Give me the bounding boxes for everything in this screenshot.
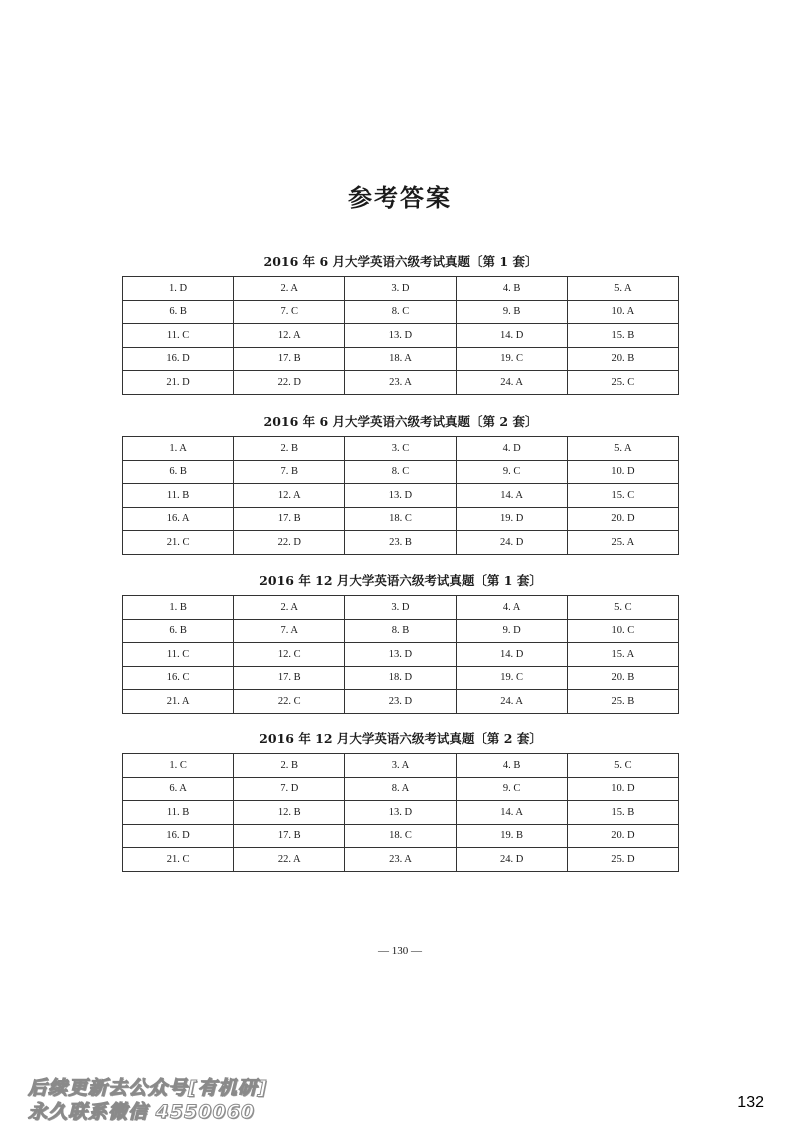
- answer-cell: 22. A: [234, 848, 345, 872]
- answer-cell: 23. A: [345, 371, 456, 395]
- answer-table: [122, 595, 679, 714]
- answer-cell: 25. C: [567, 371, 678, 395]
- table-row: [123, 754, 679, 778]
- answer-cell: 9. D: [456, 619, 567, 643]
- answer-cell: 4. D: [456, 437, 567, 461]
- answer-cell: 20. B: [567, 666, 678, 690]
- answer-cell: 25. A: [567, 531, 678, 555]
- set-heading: 2016 年 12 月大学英语六级考试真题〔第 2 套〕: [259, 731, 542, 746]
- answer-cell: 21. A: [123, 690, 234, 714]
- table-row: [123, 484, 679, 508]
- answer-cell: 24. A: [456, 690, 567, 714]
- answer-cell: 18. A: [345, 347, 456, 371]
- answer-cell: 23. B: [345, 531, 456, 555]
- answer-cell: 20. D: [567, 507, 678, 531]
- table-row: [123, 690, 679, 714]
- table-row: [123, 801, 679, 825]
- answer-cell: 11. C: [123, 643, 234, 667]
- table-row: [123, 507, 679, 531]
- answer-cell: 22. C: [234, 690, 345, 714]
- answer-cell: 4. B: [456, 277, 567, 301]
- table-row: [123, 824, 679, 848]
- answer-cell: 6. B: [123, 460, 234, 484]
- answer-cell: 14. A: [456, 484, 567, 508]
- answer-cell: 12. B: [234, 801, 345, 825]
- answer-cell: 13. D: [345, 643, 456, 667]
- answer-cell: 3. C: [345, 437, 456, 461]
- answer-cell: 7. C: [234, 300, 345, 324]
- answer-cell: 1. D: [123, 277, 234, 301]
- answer-cell: 9. C: [456, 460, 567, 484]
- answer-cell: 8. C: [345, 300, 456, 324]
- answer-cell: 24. D: [456, 531, 567, 555]
- answer-cell: 1. B: [123, 596, 234, 620]
- answer-table: [122, 753, 679, 872]
- answer-cell: 20. D: [567, 824, 678, 848]
- answer-cell: 20. B: [567, 347, 678, 371]
- answer-cell: 24. A: [456, 371, 567, 395]
- answer-cell: 18. D: [345, 666, 456, 690]
- answer-cell: 6. B: [123, 300, 234, 324]
- answer-cell: 24. D: [456, 848, 567, 872]
- answer-cell: 25. D: [567, 848, 678, 872]
- answer-cell: 15. C: [567, 484, 678, 508]
- answer-cell: 9. C: [456, 777, 567, 801]
- answer-cell: 14. D: [456, 643, 567, 667]
- table-row: [123, 777, 679, 801]
- answer-cell: 11. B: [123, 801, 234, 825]
- answer-cell: 18. C: [345, 824, 456, 848]
- watermark-line-2: 永久联系微信 4550060: [28, 1101, 256, 1123]
- answer-cell: 10. D: [567, 777, 678, 801]
- answer-cell: 14. A: [456, 801, 567, 825]
- answer-cell: 16. D: [123, 347, 234, 371]
- page-title: 参考答案: [348, 183, 452, 212]
- answer-cell: 10. C: [567, 619, 678, 643]
- watermark-line-1: 后续更新去公众号[有机研]: [28, 1077, 268, 1099]
- answer-cell: 25. B: [567, 690, 678, 714]
- answer-cell: 10. D: [567, 460, 678, 484]
- answer-cell: 8. A: [345, 777, 456, 801]
- table-row: [123, 300, 679, 324]
- answer-set: [122, 411, 679, 555]
- table-row: [123, 848, 679, 872]
- answer-cell: 19. C: [456, 666, 567, 690]
- answer-cell: 21. C: [123, 531, 234, 555]
- answer-cell: 7. A: [234, 619, 345, 643]
- answer-cell: 19. B: [456, 824, 567, 848]
- answer-cell: 9. B: [456, 300, 567, 324]
- table-row: [123, 437, 679, 461]
- answer-cell: 16. D: [123, 824, 234, 848]
- answer-cell: 15. A: [567, 643, 678, 667]
- answer-cell: 17. B: [234, 507, 345, 531]
- answer-cell: 6. A: [123, 777, 234, 801]
- answer-cell: 3. D: [345, 277, 456, 301]
- answer-cell: 11. B: [123, 484, 234, 508]
- answer-cell: 19. C: [456, 347, 567, 371]
- answer-cell: 11. C: [123, 324, 234, 348]
- answer-cell: 5. A: [567, 277, 678, 301]
- answer-set: [122, 251, 679, 395]
- answer-cell: 8. B: [345, 619, 456, 643]
- table-row: [123, 531, 679, 555]
- table-row: [123, 596, 679, 620]
- table-row: [123, 371, 679, 395]
- answer-cell: 1. C: [123, 754, 234, 778]
- watermark: [28, 1076, 267, 1124]
- answer-cell: 5. C: [567, 596, 678, 620]
- answer-cell: 6. B: [123, 619, 234, 643]
- answer-cell: 15. B: [567, 324, 678, 348]
- answer-table: [122, 436, 679, 555]
- answer-cell: 12. C: [234, 643, 345, 667]
- answer-cell: 21. C: [123, 848, 234, 872]
- set-heading: 2016 年 6 月大学英语六级考试真题〔第 2 套〕: [263, 414, 538, 429]
- corner-page-number: 132: [737, 1094, 764, 1111]
- answer-cell: 7. B: [234, 460, 345, 484]
- answer-cell: 13. D: [345, 801, 456, 825]
- answer-cell: 3. A: [345, 754, 456, 778]
- answer-cell: 16. C: [123, 666, 234, 690]
- answer-set: [122, 570, 679, 714]
- answer-cell: 5. C: [567, 754, 678, 778]
- answer-cell: 2. B: [234, 437, 345, 461]
- answer-cell: 21. D: [123, 371, 234, 395]
- answer-cell: 4. B: [456, 754, 567, 778]
- answer-cell: 23. D: [345, 690, 456, 714]
- answer-cell: 2. B: [234, 754, 345, 778]
- answer-cell: 13. D: [345, 484, 456, 508]
- set-heading: 2016 年 6 月大学英语六级考试真题〔第 1 套〕: [263, 254, 538, 269]
- answer-cell: 19. D: [456, 507, 567, 531]
- answer-cell: 5. A: [567, 437, 678, 461]
- table-row: [123, 666, 679, 690]
- answer-cell: 7. D: [234, 777, 345, 801]
- table-row: [123, 347, 679, 371]
- answer-table: [122, 276, 679, 395]
- table-row: [123, 460, 679, 484]
- answer-cell: 12. A: [234, 324, 345, 348]
- answer-cell: 8. C: [345, 460, 456, 484]
- answer-cell: 22. D: [234, 371, 345, 395]
- answer-cell: 15. B: [567, 801, 678, 825]
- answer-cell: 12. A: [234, 484, 345, 508]
- table-row: [123, 619, 679, 643]
- answer-cell: 18. C: [345, 507, 456, 531]
- answer-set: [122, 728, 679, 872]
- answer-cell: 17. B: [234, 824, 345, 848]
- answer-cell: 16. A: [123, 507, 234, 531]
- set-heading: 2016 年 12 月大学英语六级考试真题〔第 1 套〕: [259, 573, 542, 588]
- answer-cell: 2. A: [234, 596, 345, 620]
- answer-cell: 14. D: [456, 324, 567, 348]
- answer-cell: 22. D: [234, 531, 345, 555]
- table-row: [123, 277, 679, 301]
- answer-cell: 10. A: [567, 300, 678, 324]
- answer-cell: 4. A: [456, 596, 567, 620]
- answer-cell: 1. A: [123, 437, 234, 461]
- answer-cell: 13. D: [345, 324, 456, 348]
- answer-cell: 23. A: [345, 848, 456, 872]
- answer-cell: 17. B: [234, 666, 345, 690]
- answer-cell: 17. B: [234, 347, 345, 371]
- answer-cell: 2. A: [234, 277, 345, 301]
- page-number: — 130 —: [378, 945, 422, 957]
- table-row: [123, 643, 679, 667]
- answer-cell: 3. D: [345, 596, 456, 620]
- table-row: [123, 324, 679, 348]
